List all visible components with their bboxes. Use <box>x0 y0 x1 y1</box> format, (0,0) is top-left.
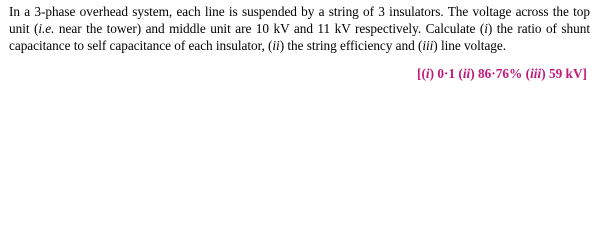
problem-text: ) line voltage. <box>433 38 507 53</box>
answer-value-1: ) 0·1 ( <box>429 66 463 81</box>
part-marker-iii: iii <box>422 38 434 53</box>
problem-ie: i.e. <box>38 21 55 36</box>
answer-marker-ii: ii <box>462 66 471 81</box>
answer-text: [( <box>417 66 426 81</box>
answer-key <box>417 65 587 82</box>
answer-value-2: ) 86·76% ( <box>470 66 531 81</box>
answer-value-3: ) 59 kV] <box>541 66 587 81</box>
problem-text: In a 3-phase overhead system, each line is suspended by a string of 3 insulators. The voltage across the top unit ( <box>9 4 590 36</box>
problem-text: ) the string efficiency and ( <box>279 38 423 53</box>
problem-text: ) the ratio of shunt capacitance to self capacitance of each insulator, ( <box>9 21 590 53</box>
answer-marker-iii: iii <box>530 66 542 81</box>
problem-text: near the tower) and middle unit are 10 kV and 11 kV respectively. Calculate ( <box>54 21 485 36</box>
problem-statement <box>9 3 590 54</box>
part-marker-ii: ii <box>272 38 280 53</box>
answer-marker-i: i <box>425 66 430 81</box>
part-marker-i: i <box>484 21 488 36</box>
